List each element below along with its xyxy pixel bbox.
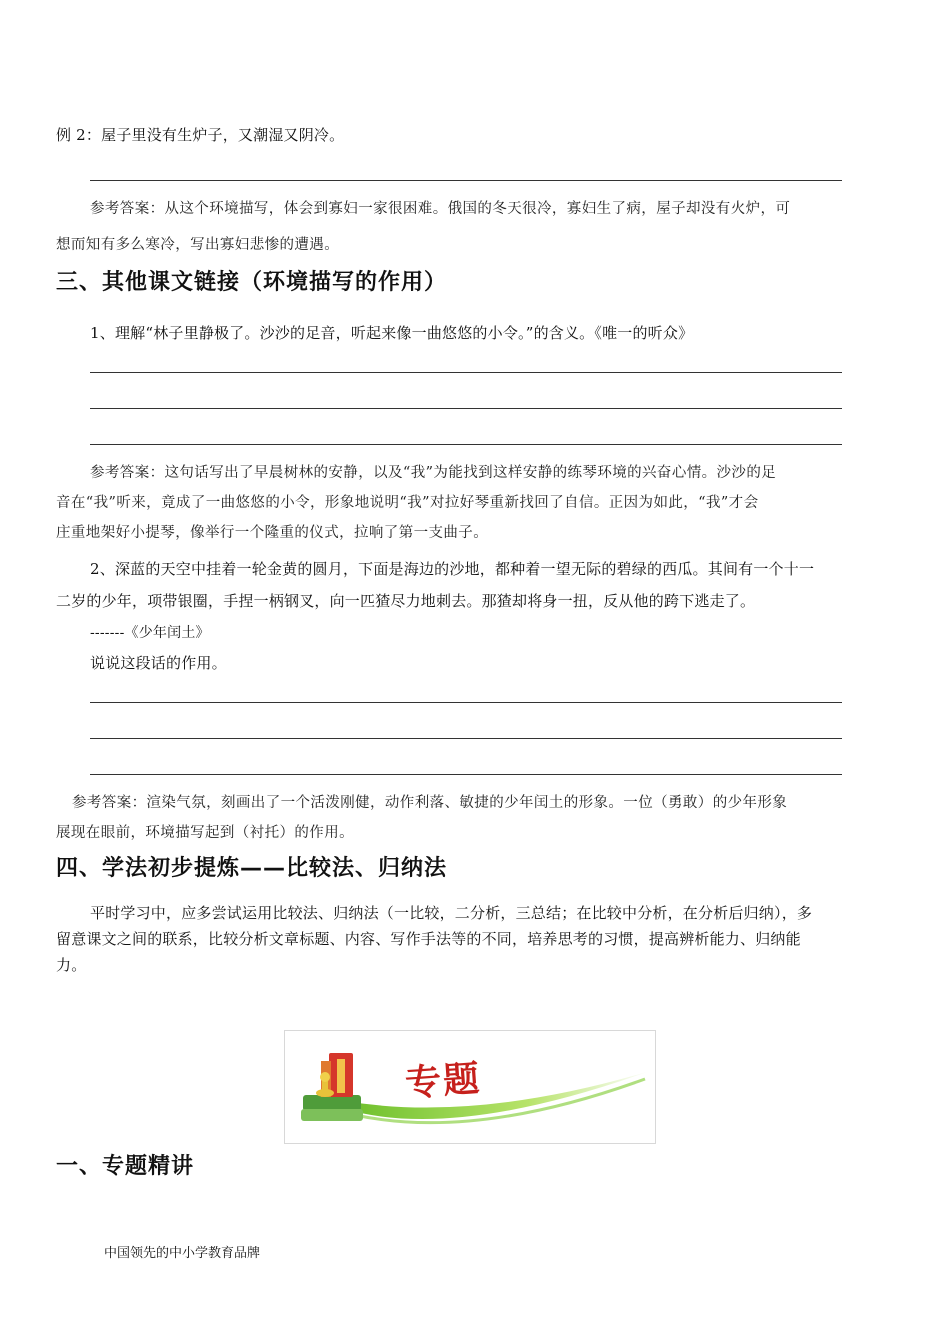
section3-q2-prompt: 说说这段话的作用。 — [90, 654, 227, 672]
section4-para-line3: 力。 — [56, 956, 87, 974]
section3-q2-answer-line1: 参考答案：渲染气氛，刻画出了一个活泼刚健，动作利落、敏捷的少年闰土的形象。一位（勇敢）的少年形象 — [72, 795, 788, 811]
section3-q1-answer-line3: 庄重地架好小提琴，像举行一个隆重的仪式，拉响了第一支曲子。 — [56, 525, 489, 541]
example2-line — [56, 120, 344, 150]
answer-line — [90, 372, 842, 373]
example2-label: 例 2： — [56, 126, 102, 144]
section3-q2-answer-line2: 展现在眼前，环境描写起到（衬托）的作用。 — [56, 825, 354, 841]
answer-line — [90, 444, 842, 445]
answer-line — [90, 702, 842, 703]
section4-heading: 四、学法初步提炼——比较法、归纳法 — [56, 856, 448, 881]
section4-para-line1: 平时学习中，应多尝试运用比较法、归纳法（一比较，二分析，三总结；在比较中分析，在分析后归纳），多 — [90, 904, 813, 922]
banner-title: 专题 — [403, 1057, 483, 1105]
answer-line — [90, 408, 842, 409]
example2-answer-line1: 参考答案：从这个环境描写，体会到寡妇一家很困难。俄国的冬天很冷，寡妇生了病，屋子却没有火炉，可 — [90, 201, 791, 217]
answer-line — [90, 180, 842, 181]
section3-q1-answer-line1: 参考答案：这句话写出了早晨树林的安静，以及“我”为能找到这样安静的练琴环境的兴奋心情。沙沙的足 — [90, 465, 777, 481]
example2-answer-line2: 想而知有多么寒冷，写出寡妇悲惨的遭遇。 — [56, 237, 340, 253]
section4-para-line2: 留意课文之间的联系，比较分析文章标题、内容、写作手法等的不同，培养思考的习惯，提高辨析能力、归纳能 — [56, 930, 801, 948]
section3-q2-line1: 2、深蓝的天空中挂着一轮金黄的圆月，下面是海边的沙地，都种着一望无际的碧绿的西瓜。其间有一个十一 — [90, 560, 815, 578]
section3-q1-answer-line2: 音在“我”听来，竟成了一曲悠悠的小令，形象地说明“我”对拉好琴重新找回了自信。正因为如此，“我”才会 — [56, 495, 759, 511]
section-topic-heading: 一、专题精讲 — [56, 1154, 195, 1179]
example2-text: 屋子里没有生炉子，又潮湿又阴冷。 — [101, 126, 345, 144]
section3-heading: 三、其他课文链接（环境描写的作用） — [56, 270, 448, 295]
section3-q1: 1、理解“林子里静极了。沙沙的足音，听起来像一曲悠悠的小令。”的含义。《唯一的听众》 — [90, 324, 694, 342]
answer-line — [90, 774, 842, 775]
topic-banner — [284, 1030, 656, 1144]
section3-q2-source: -------《少年闰土》 — [90, 625, 210, 641]
section3-q2-line2: 二岁的少年，项带银圈，手捏一柄钢叉，向一匹猹尽力地刺去。那猹却将身一扭，反从他的跨下逃走了。 — [56, 592, 756, 610]
footer-text: 中国领先的中小学教育品牌 — [104, 1246, 261, 1261]
answer-line — [90, 738, 842, 739]
